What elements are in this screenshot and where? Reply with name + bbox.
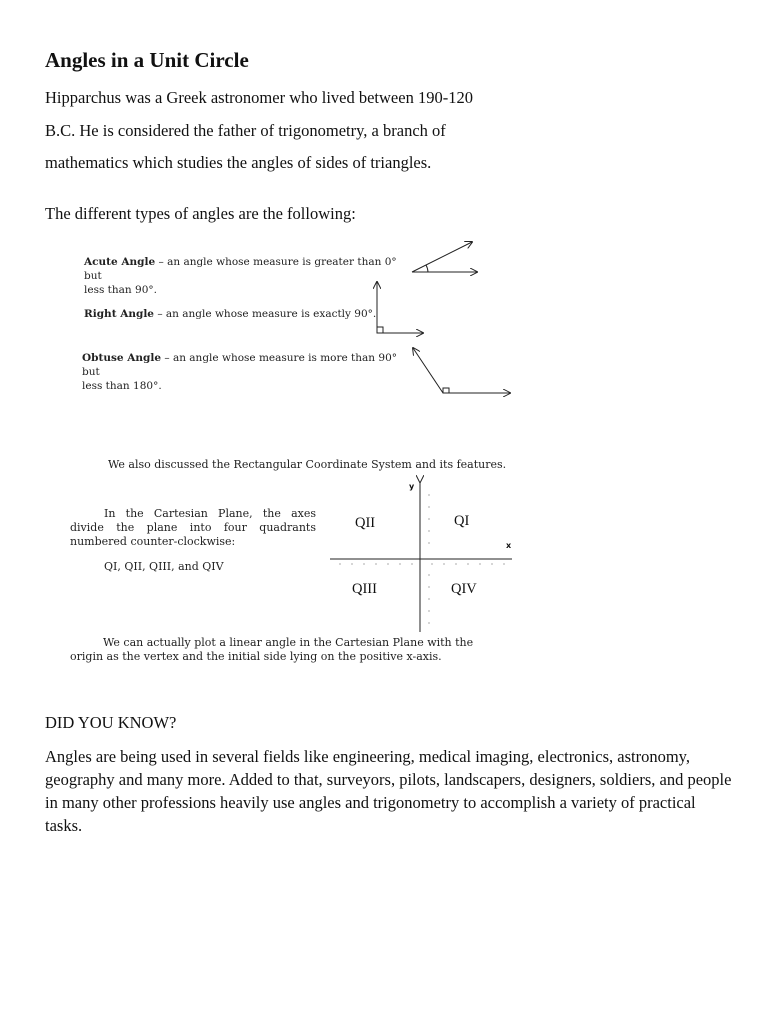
page-title: Angles in a Unit Circle — [45, 48, 249, 72]
quadrant-list: QI, QII, QIII, and QIV — [104, 560, 224, 573]
right-angle-figure — [377, 282, 423, 333]
acute-angle-name: Acute Angle — [84, 256, 156, 268]
cartesian-line-2: divide the plane into four quadrants — [70, 521, 316, 534]
acute-angle-figure — [412, 242, 477, 272]
y-axis-label: y — [409, 482, 415, 491]
acute-angle-text: – an angle whose measure is greater than 0° but — [84, 256, 397, 282]
quadrant-4-label: QIV — [451, 581, 477, 597]
plot-note-line-2: origin as the vertex and the initial side lying on the positive x-axis. — [70, 650, 442, 663]
obtuse-angle-figure — [413, 348, 510, 393]
did-you-know-body: Angles are being used in several fields like engineering, medical imaging, electronics, astronomy, geography and many more. Added to that, surveyors, pilots, landscapers, designers, soldiers, and people in many other professions heavily use angles and trigonometry to accomplish a variety of practical tasks. — [45, 747, 732, 835]
intro-line-1: Hipparchus was a Greek astronomer who lived between 190-120 — [45, 88, 473, 107]
x-axis-label: x — [506, 541, 512, 550]
intro-line-3: mathematics which studies the angles of sides of triangles. — [45, 153, 432, 172]
obtuse-angle-name: Obtuse Angle — [82, 352, 162, 364]
quadrant-3-label: QIII — [352, 581, 377, 597]
cartesian-line-3: numbered counter-clockwise: — [70, 535, 236, 548]
rectangular-coordinate-heading: We also discussed the Rectangular Coordinate System and its features. — [108, 458, 507, 471]
acute-angle-text-2: less than 90°. — [84, 284, 157, 296]
angle-types-heading: The different types of angles are the following: — [45, 204, 356, 223]
plot-note — [70, 636, 500, 664]
cartesian-line-1: In the Cartesian Plane, the axes — [104, 507, 316, 520]
did-you-know-heading: DID YOU KNOW? — [45, 713, 177, 732]
intro-line-2: B.C. He is considered the father of trigonometry, a branch of — [45, 121, 446, 140]
cartesian-description — [70, 507, 316, 549]
quadrant-2-label: QII — [355, 515, 376, 531]
right-angle-text: – an angle whose measure is exactly 90°. — [154, 308, 377, 320]
plot-note-line-1: We can actually plot a linear angle in the Cartesian Plane with the — [103, 636, 474, 649]
obtuse-angle-text-2: less than 180°. — [82, 380, 162, 392]
quadrant-1-label: QI — [454, 513, 470, 529]
right-angle-name: Right Angle — [84, 308, 154, 320]
cartesian-plane — [330, 482, 512, 632]
obtuse-angle-text: – an angle whose measure is more than 90° but — [82, 352, 398, 378]
